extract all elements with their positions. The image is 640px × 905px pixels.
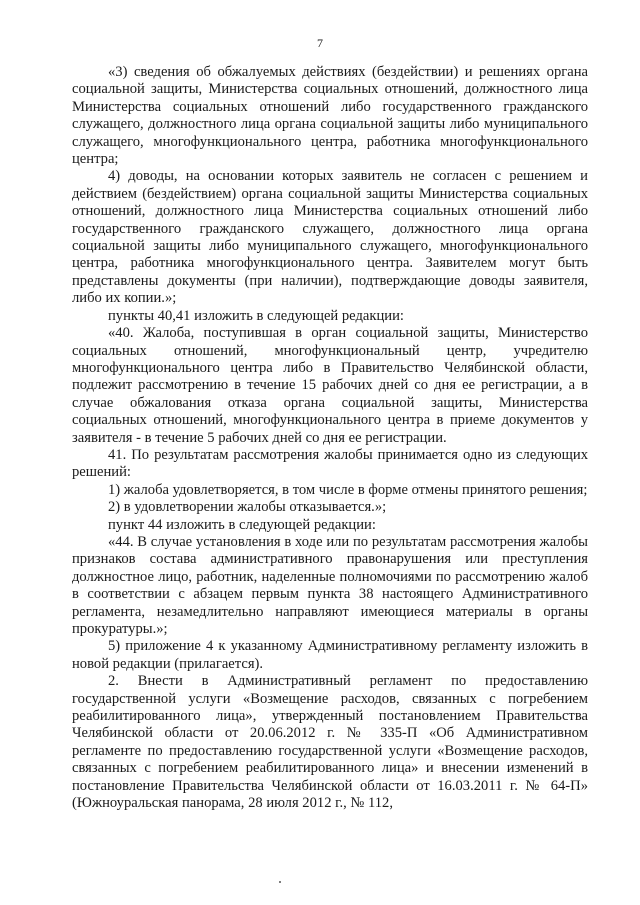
paragraph-point-41: 41. По результатам рассмотрения жалобы принимается одно из следующих решений: [72, 446, 588, 481]
paragraph-item-4: 4) доводы, на основании которых заявитель не согласен с решением и действием (бездействием) органа социальной защиты Министерства социальных отношений, должностного лица Министерства социальных отношений либо государственного гражданского служащего, должностного лица органа социальной защиты либо муниципального служащего, многофункционального центра, работника многофункционального центра. Заявителем могут быть представлены документы (при наличии), подтверждающие доводы заявителя, либо их копии.»; [72, 168, 588, 307]
paragraph-item-5: 5) приложение 4 к указанному Административному регламенту изложить в новой редакции (прилагается). [72, 638, 588, 672]
paragraph-section-2: 2. Внести в Административный регламент по предоставлению государственной услуги «Возмещение расходов, связанных с погребением реабилитированного лица», утвержденный постановлением Правительства Челябинской области от 20.06.2012 г. № 335-П «Об Административном регламенте по предоставлению государственной услуги «Возмещение расходов, связанных с погребением реабилитированного лица» и внесении изменений в постановление Правительства Челябинской области от 16.03.2011 г. № 64-П» (Южноуральская панорама, 28 июля 2012 г., № 112, [72, 673, 588, 812]
paragraph-point-44: «44. В случае установления в ходе или по результатам рассмотрения жалобы признаков состава административного правонарушения или преступления должностное лицо, работник, наделенные полномочиями по рассмотрению жалоб в соответствии с абзацем первым пункта 38 настоящего Административного регламента, незамедлительно направляют имеющиеся материалы в органы прокуратуры.»; [72, 533, 588, 637]
scan-speck [279, 881, 281, 883]
paragraph-point-40: «40. Жалоба, поступившая в орган социальной защиты, Министерство социальных отношений, многофункциональный центр, учредителю многофункционального центра либо в Правительство Челябинской области, подлежит рассмотрению в течение 15 рабочих дней со дня ее регистрации, а в случае обжалования отказа органа социальной защиты, Министерства социальных отношений, многофункционального центра в приеме документов у заявителя - в течение 5 рабочих дней со дня ее регистрации. [72, 325, 588, 446]
document-body [72, 64, 588, 812]
page-number: 7 [317, 36, 323, 50]
paragraph-point-44-intro: пункт 44 изложить в следующей редакции: [108, 516, 376, 533]
paragraph-decision-1: 1) жалоба удовлетворяется, в том числе в форме отмены принятого решения; [108, 481, 588, 498]
paragraph-decision-2: 2) в удовлетворении жалобы отказывается.»; [108, 499, 387, 516]
paragraph-item-3: «3) сведения об обжалуемых действиях (бездействии) и решениях органа социальной защиты, Министерства социальных отношений, должностного лица Министерства социальных отношений либо государственного гражданского служащего, должностного лица органа социальной защиты либо муниципального служащего, многофункционального центра, работника многофункционального центра; [72, 64, 588, 168]
paragraph-points-40-41-intro: пункты 40,41 изложить в следующей редакции: [108, 307, 404, 324]
